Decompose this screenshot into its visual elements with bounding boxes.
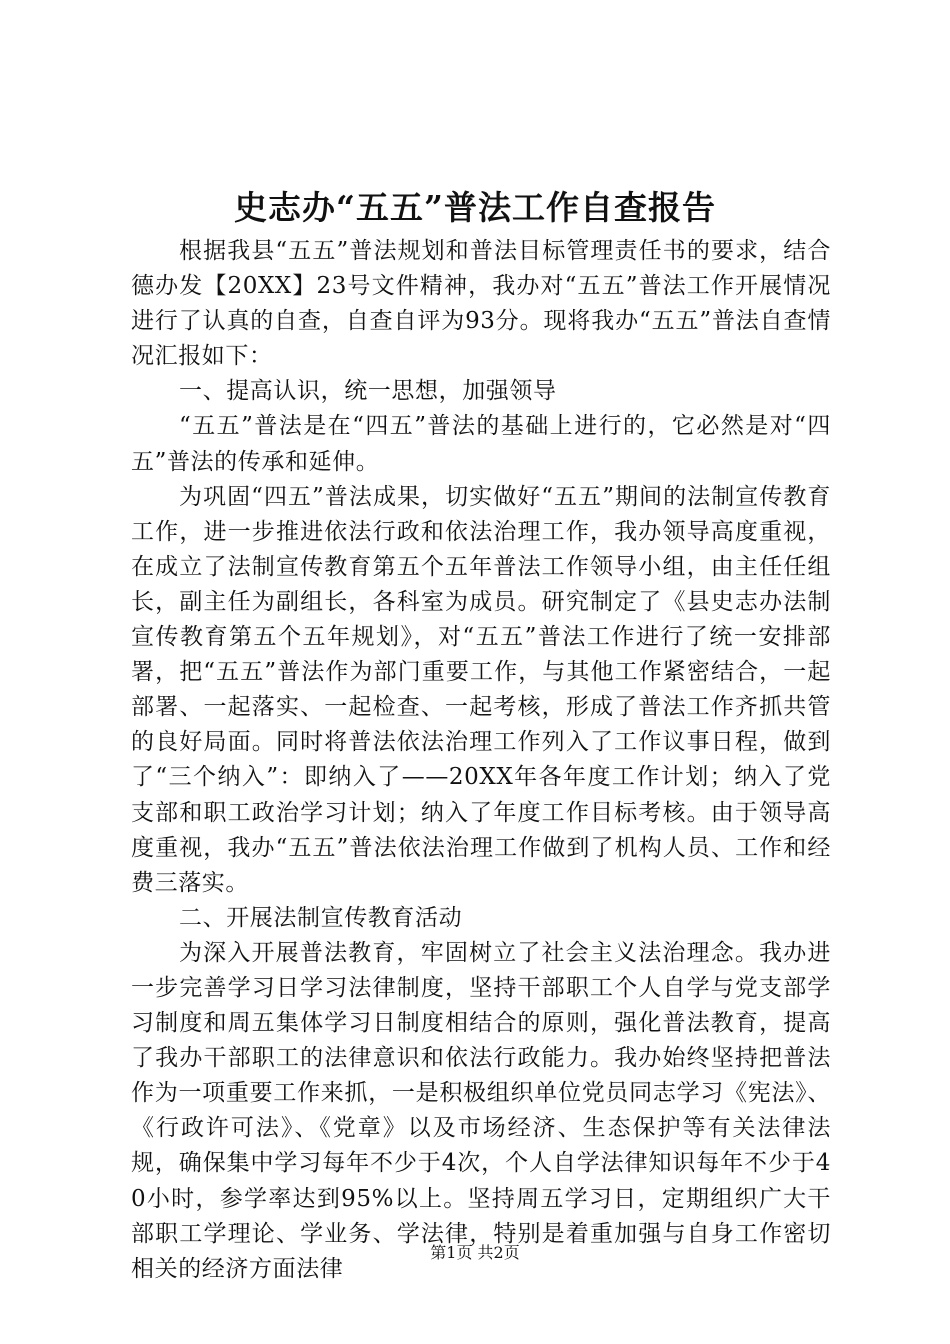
section-heading-2: 二、开展法制宣传教育活动	[179, 904, 463, 931]
document-body	[131, 234, 831, 1287]
body-paragraph: 为深入开展普法教育，牢固树立了社会主义法治理念。我办进一步完善学习日学习法律制度，坚持干部职工个人自学与党支部学习制度和周五集体学习日制度相结合的原则，强化普法教育，提高了我办干部职工的法律意识和依法行政能力。我办始终坚持把普法作为一项重要工作来抓，一是积极组织单位党员同志学习《宪法》、《行政许可法》、《党章》以及市场经济、生态保护等有关法律法规，确保集中学习每年不少于4次，个人自学法律知识每年不少于40小时，参学率达到95%以上。坚持周五学习日，定期组织广大干部职工学理论、学业务、学法律，特别是着重加强与自身工作密切相关的经济方面法律	[131, 939, 831, 1282]
page-footer: 第1页 共2页	[430, 1243, 520, 1262]
document-title: 史志办“五五”普法工作自查报告	[234, 188, 716, 227]
body-paragraph: “五五”普法是在“四五”普法的基础上进行的，它必然是对“四五”普法的传承和延伸。	[131, 413, 831, 475]
section-heading-1: 一、提高认识，统一思想，加强领导	[179, 378, 557, 405]
body-paragraph: 为巩固“四五”普法成果，切实做好“五五”期间的法制宣传教育工作，进一步推进依法行政和依法治理工作，我办领导高度重视，在成立了法制宣传教育第五个五年普法工作领导小组，由主任任组长，副主任为副组长，各科室为成员。研究制定了《县史志办法制宣传教育第五个五年规划》，对“五五”普法工作进行了统一安排部署，把“五五”普法作为部门重要工作，与其他工作紧密结合，一起部署、一起落实、一起检查、一起考核，形成了普法工作齐抓共管的良好局面。同时将普法依法治理工作列入了工作议事日程，做到了“三个纳入”：即纳入了——20XX年各年度工作计划；纳入了党支部和职工政治学习计划；纳入了年度工作目标考核。由于领导高度重视，我办“五五”普法依法治理工作做到了机构人员、工作和经费三落实。	[131, 483, 831, 896]
intro-paragraph: 根据我县“五五”普法规划和普法目标管理责任书的要求，结合德办发【20XX】23号文件精神，我办对“五五”普法工作开展情况进行了认真的自查，自查自评为93分。现将我办“五五”普法自查情况汇报如下：	[131, 238, 831, 370]
